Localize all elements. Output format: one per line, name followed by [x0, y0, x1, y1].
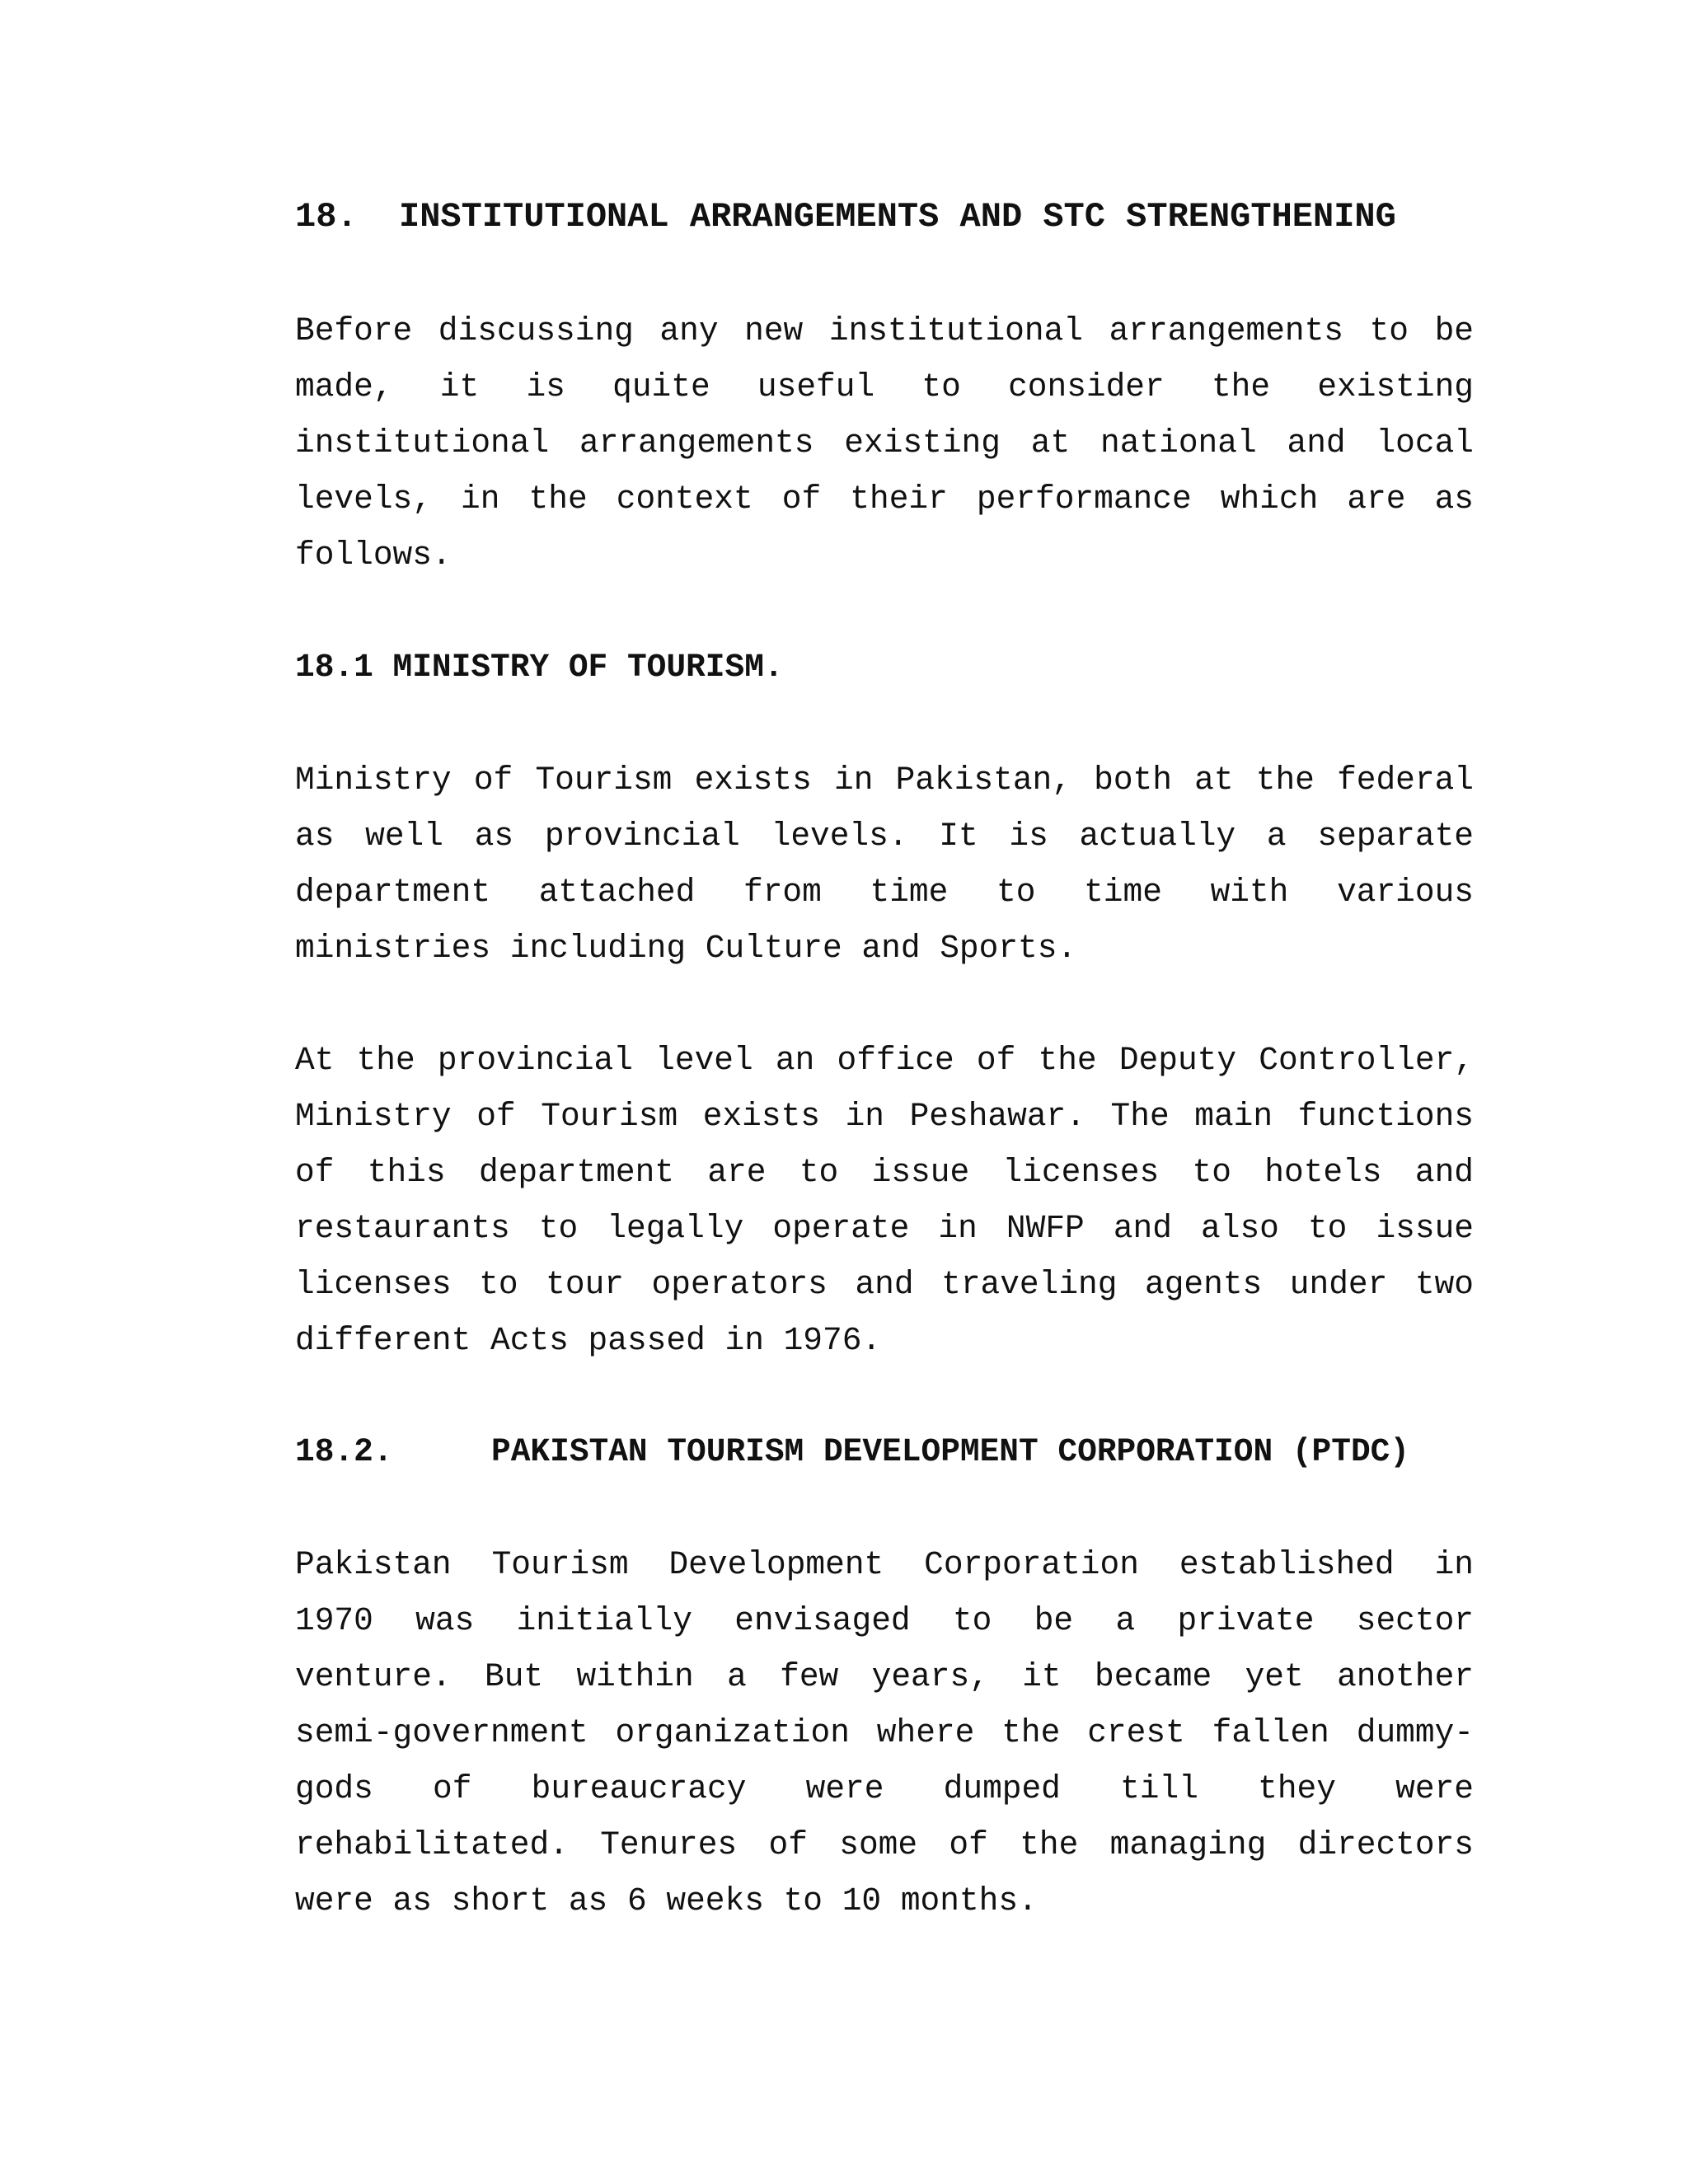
subsection-number: 18.2. [295, 1433, 393, 1470]
text-line: follows. [295, 537, 452, 574]
intro-paragraph [295, 303, 1474, 583]
ministry-paragraph-1 [295, 752, 1474, 977]
text-line: Before discussing any new institutional arrangements to be [295, 312, 1474, 349]
text-line: Pakistan Tourism Development Corporation established in [295, 1546, 1474, 1583]
subsection-title: PAKISTAN TOURISM DEVELOPMENT CORPORATION (PTDC) [491, 1433, 1410, 1470]
text-line: At the provincial level an office of the Deputy Controller, [295, 1042, 1474, 1079]
text-line: were as short as 6 weeks to 10 months. [295, 1882, 1038, 1919]
text-line: 1970 was initially envisaged to be a private sector [295, 1602, 1474, 1639]
text-line: restaurants to legally operate in NWFP and also to issue [295, 1210, 1474, 1247]
text-line: institutional arrangements existing at national and local [295, 424, 1474, 462]
section-heading: 18. INSTITUTIONAL ARRANGEMENTS AND STC STRENGTHENING [295, 197, 1396, 237]
text-line: venture. But within a few years, it became yet another [295, 1658, 1474, 1695]
text-line: made, it is quite useful to consider the existing [295, 368, 1474, 405]
text-line: Ministry of Tourism exists in Pakistan, both at the federal [295, 762, 1474, 799]
subsection-heading-18-2 [295, 1424, 1474, 1480]
text-line: Ministry of Tourism exists in Peshawar. The main functions [295, 1098, 1474, 1135]
text-line: rehabilitated. Tenures of some of the managing directors [295, 1826, 1474, 1863]
ptdc-paragraph [295, 1537, 1474, 1929]
ministry-paragraph-2 [295, 1033, 1474, 1369]
text-line: ministries including Culture and Sports. [295, 930, 1077, 967]
text-line: as well as provincial levels. It is actually a separate [295, 818, 1474, 855]
text-line: different Acts passed in 1976. [295, 1322, 882, 1359]
text-line: semi-government organization where the crest fallen dummy- [295, 1714, 1474, 1751]
text-line: gods of bureaucracy were dumped till they were [295, 1770, 1474, 1807]
subsection-heading-18-1: 18.1 MINISTRY OF TOURISM. [295, 649, 784, 686]
text-line: department attached from time to time with various [295, 874, 1474, 911]
text-line: of this department are to issue licenses to hotels and [295, 1154, 1474, 1191]
text-line: levels, in the context of their performance which are as [295, 480, 1474, 518]
text-line: licenses to tour operators and traveling agents under two [295, 1266, 1474, 1303]
